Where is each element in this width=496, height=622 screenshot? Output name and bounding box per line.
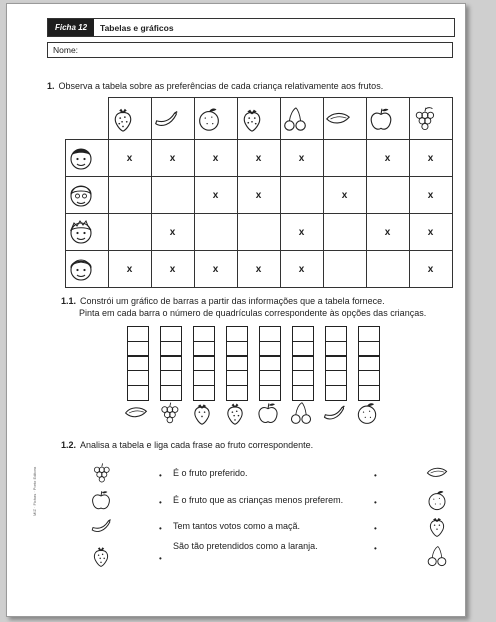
grid-square[interactable] (160, 370, 182, 386)
right-dot[interactable]: • (374, 498, 377, 507)
grid-square[interactable] (325, 370, 347, 386)
sheet-tag: Ficha 12 (48, 19, 94, 36)
match-sentence: É o fruto preferido. (173, 468, 248, 478)
child-face-icon (66, 254, 96, 284)
bar-column (358, 327, 380, 401)
match-sentence: É o fruto que as crianças menos preferem. (173, 495, 344, 505)
question-1-1-line2: Pinta em cada barra o número de quadrículas correspondente às opções das crianças. (79, 308, 427, 318)
table-cell: x (194, 177, 237, 214)
table-cell: x (151, 251, 194, 288)
grid-square[interactable] (259, 355, 281, 371)
table-cell (366, 177, 409, 214)
orange-icon (195, 105, 223, 133)
grid-square[interactable] (358, 355, 380, 371)
grid-square[interactable] (259, 326, 281, 342)
sheet-header (47, 18, 455, 37)
grid-square[interactable] (193, 341, 215, 357)
question-1-2-text: Analisa a tabela e liga cada frase ao fruto correspondente. (80, 440, 314, 450)
worksheet (6, 3, 466, 617)
child-row (66, 251, 453, 288)
empty-corner (66, 98, 109, 140)
question-1-number: 1. (47, 81, 55, 91)
question-1-1-line1: Constrói um gráfico de barras a partir das informações que a tabela fornece. (80, 296, 385, 306)
bar-chart-grid (127, 327, 380, 401)
table-cell (194, 214, 237, 251)
fruit-header-cell (366, 98, 409, 140)
cherries-icon (281, 105, 309, 133)
grid-square[interactable] (259, 341, 281, 357)
banana-icon (152, 105, 180, 133)
name-label: Nome: (53, 45, 79, 55)
table-cell: x (280, 251, 323, 288)
match-row (87, 514, 457, 538)
fruit-header-cell (323, 98, 366, 140)
table-cell: x (409, 177, 452, 214)
grid-square[interactable] (325, 355, 347, 371)
grid-square[interactable] (226, 385, 248, 401)
grid-square[interactable] (127, 385, 149, 401)
bar-column (325, 327, 347, 401)
grid-square[interactable] (358, 385, 380, 401)
orange-icon (354, 400, 380, 426)
question-1 (47, 81, 383, 91)
child-row (66, 140, 453, 177)
table-cell (237, 214, 280, 251)
grid-square[interactable] (127, 326, 149, 342)
left-dot[interactable]: • (159, 524, 162, 533)
strawberry-icon (109, 105, 137, 133)
grid-square[interactable] (160, 341, 182, 357)
grapes-icon[interactable] (87, 461, 115, 485)
apple-icon (367, 105, 395, 133)
bar-column (127, 327, 149, 401)
grid-square[interactable] (358, 341, 380, 357)
banana-icon (321, 400, 347, 426)
grid-square[interactable] (226, 341, 248, 357)
question-1-text: Observa a tabela sobre as preferências de cada criança relativamente aos frutos. (58, 81, 384, 91)
table-cell: x (366, 214, 409, 251)
right-dot[interactable]: • (374, 471, 377, 480)
apple-icon[interactable] (87, 488, 115, 512)
grid-square[interactable] (292, 385, 314, 401)
grapes-icon (410, 105, 438, 133)
bar-column (259, 327, 281, 401)
left-dot[interactable]: • (159, 471, 162, 480)
grid-square[interactable] (259, 385, 281, 401)
child-row (66, 177, 453, 214)
child-avatar-cell (66, 251, 109, 288)
fruit-header-cell (151, 98, 194, 140)
table-cell (108, 177, 151, 214)
table-cell: x (409, 140, 452, 177)
grid-square[interactable] (160, 355, 182, 371)
table-cell: x (366, 140, 409, 177)
table-cell: x (409, 214, 452, 251)
fruit-header-cell (280, 98, 323, 140)
grid-square[interactable] (226, 326, 248, 342)
grid-square[interactable] (325, 326, 347, 342)
match-sentence: São tão pretendidos como a laranja. (173, 541, 318, 551)
left-dot[interactable]: • (159, 498, 162, 507)
table-cell: x (194, 140, 237, 177)
fig-icon[interactable] (423, 461, 451, 485)
fig-icon (324, 105, 352, 133)
grid-square[interactable] (160, 385, 182, 401)
strawberry-icon[interactable] (423, 514, 451, 538)
table-cell: x (237, 177, 280, 214)
grid-square[interactable] (292, 370, 314, 386)
fruit-header-cell (237, 98, 280, 140)
fig-icon (123, 400, 149, 426)
child-face-icon (66, 180, 96, 210)
fruit-header-cell (108, 98, 151, 140)
table-cell (323, 140, 366, 177)
table-cell (151, 177, 194, 214)
grid-square[interactable] (259, 370, 281, 386)
match-sentence: Tem tantos votos como a maçã. (173, 521, 301, 531)
left-dot[interactable]: • (159, 554, 162, 563)
child-row (66, 214, 453, 251)
grid-square[interactable] (358, 370, 380, 386)
child-avatar-cell (66, 214, 109, 251)
apple-icon (255, 400, 281, 426)
table-cell: x (194, 251, 237, 288)
fruit-header-cell (194, 98, 237, 140)
grid-square[interactable] (325, 385, 347, 401)
grid-square[interactable] (226, 355, 248, 371)
strawberry-icon[interactable] (87, 544, 115, 568)
match-row (87, 461, 457, 485)
right-dot[interactable]: • (374, 524, 377, 533)
question-1-1-number: 1.1. (61, 296, 77, 306)
grid-square[interactable] (193, 326, 215, 342)
cherries-icon (288, 400, 314, 426)
table-cell: x (151, 214, 194, 251)
table-cell (108, 214, 151, 251)
grid-square[interactable] (226, 370, 248, 386)
question-1-2 (61, 440, 313, 450)
bar-column (193, 327, 215, 401)
grid-square[interactable] (127, 370, 149, 386)
grapes-icon (156, 400, 182, 426)
fruit-header-cell (409, 98, 452, 140)
strawberry-icon (222, 400, 248, 426)
child-avatar-cell (66, 140, 109, 177)
bar-column (160, 327, 182, 401)
fruit-header-row (66, 98, 453, 140)
table-cell (323, 214, 366, 251)
bar-column (292, 327, 314, 401)
strawberry-icon (238, 105, 266, 133)
grid-square[interactable] (160, 326, 182, 342)
table-cell (280, 177, 323, 214)
bar-column (226, 327, 248, 401)
child-face-icon (66, 143, 96, 173)
right-dot[interactable]: • (374, 544, 377, 553)
table-cell: x (280, 214, 323, 251)
table-cell: x (108, 251, 151, 288)
grid-square[interactable] (358, 326, 380, 342)
cherries-icon[interactable] (423, 544, 451, 568)
table-cell (366, 251, 409, 288)
match-row (87, 488, 457, 512)
grid-square[interactable] (325, 341, 347, 357)
preferences-table (65, 97, 453, 288)
sheet-title: Tabelas e gráficos (100, 22, 174, 33)
grid-square[interactable] (292, 355, 314, 371)
table-cell: x (237, 251, 280, 288)
child-avatar-cell (66, 177, 109, 214)
grid-square[interactable] (127, 355, 149, 371)
banana-icon[interactable] (87, 514, 115, 538)
grid-square[interactable] (193, 355, 215, 371)
question-1-2-number: 1.2. (61, 440, 77, 450)
orange-icon[interactable] (423, 488, 451, 512)
grid-square[interactable] (292, 341, 314, 357)
bar-fruit-labels (123, 400, 380, 426)
grid-square[interactable] (193, 370, 215, 386)
table-cell: x (151, 140, 194, 177)
grid-square[interactable] (193, 385, 215, 401)
name-field[interactable] (47, 42, 453, 58)
grid-square[interactable] (127, 341, 149, 357)
table-cell: x (108, 140, 151, 177)
table-cell: x (323, 177, 366, 214)
match-row (87, 541, 457, 568)
side-note: MIZ · Fichas · Porto Editora (32, 466, 37, 516)
table-cell: x (280, 140, 323, 177)
question-1-1 (61, 295, 426, 319)
grid-square[interactable] (292, 326, 314, 342)
table-cell: x (409, 251, 452, 288)
child-face-icon (66, 217, 96, 247)
table-cell: x (237, 140, 280, 177)
table-cell (323, 251, 366, 288)
strawberry-icon (189, 400, 215, 426)
